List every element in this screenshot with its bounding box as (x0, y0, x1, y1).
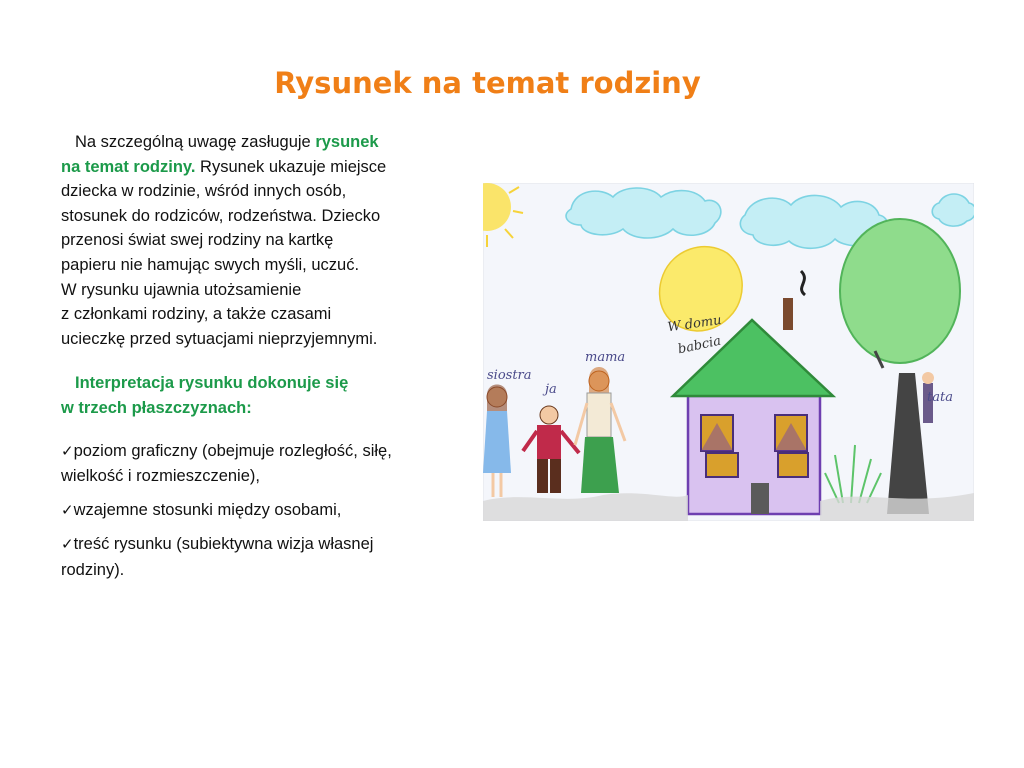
bullet-item (61, 439, 441, 489)
checkmark-icon: ✓ (61, 442, 74, 460)
paragraph-1-line: W rysunku ujawnia utożsamienie (61, 280, 302, 299)
label-mom: mama (585, 350, 626, 365)
label-me: ja (545, 382, 557, 397)
balloon-label-2: babcia (676, 333, 723, 358)
label-dad: tata (927, 390, 953, 405)
paragraph-2 (61, 371, 441, 420)
slide-title: Rysunek na temat rodziny (274, 66, 701, 100)
paragraph-1-line: dziecka w rodzinie, wśród innych osób, (61, 182, 347, 201)
paragraph-1-line: z członkami rodziny, a także czasami (61, 305, 332, 324)
bullet-text: poziom graficzny (obejmuje rozległość, siłę, wielkość i rozmieszczenie), (61, 441, 392, 486)
bullet-text: treść rysunku (subiektywna wizja własnej rodziny). (61, 535, 374, 579)
paragraph-1-line: Rysunek ukazuje miejsce (195, 157, 387, 176)
slide-body (61, 130, 441, 583)
checkmark-icon: ✓ (61, 501, 74, 519)
paragraph-1-line: ucieczkę przed sytuacjami nieprzyjemnymi. (61, 329, 378, 348)
paragraph-2-line-1: Interpretacja rysunku dokonuje się (75, 374, 349, 393)
highlight-na-temat-rodziny: na temat rodziny. (61, 157, 196, 176)
bullet-text: wzajemne stosunki między osobami, (73, 500, 342, 519)
bullet-item (61, 532, 441, 582)
paragraph-2-line-2: w trzech płaszczyznach: (61, 398, 252, 417)
checkmark-icon: ✓ (61, 536, 74, 554)
balloon-label-1: W domu (666, 312, 723, 336)
paragraph-1 (61, 130, 441, 351)
label-sister: siostra (487, 368, 532, 383)
paragraph-1-intro: Na szczególną uwagę zasługuje (75, 133, 316, 151)
paragraph-1-line: przenosi świat swej rodziny na kartkę (61, 231, 334, 250)
bullet-item (61, 498, 441, 524)
highlight-rysunek: rysunek (315, 133, 379, 151)
family-drawing (483, 183, 974, 521)
paragraph-1-line: stosunek do rodziców, rodzeństwa. Dziecko (61, 206, 381, 225)
paragraph-1-line: papieru nie hamując swych myśli, uczuć. (61, 255, 360, 274)
